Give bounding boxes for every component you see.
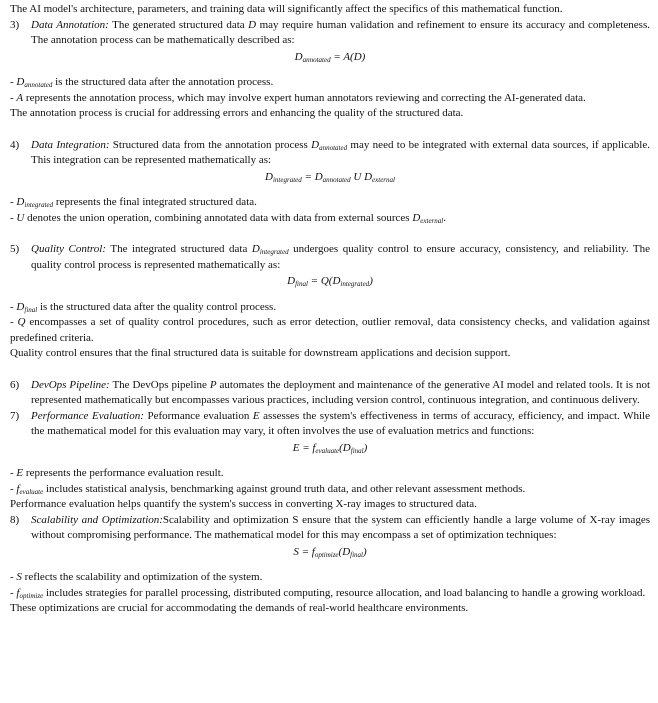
eq-subscript: evaluate <box>315 446 340 455</box>
eq-term: ) <box>363 441 368 454</box>
variable: S <box>16 571 22 583</box>
eq-term: E = f <box>292 441 316 454</box>
bullet-text: reflects the scalability and optimization of the system. <box>21 571 263 583</box>
eq-subscript: optimize <box>314 550 339 559</box>
variable: D <box>412 211 421 224</box>
equation-evaluation <box>10 441 650 457</box>
variable-subscript: annotated <box>24 81 53 89</box>
variable-subscript: integrated <box>259 248 289 256</box>
eq-term: ) <box>369 275 373 287</box>
section-title: Performance Evaluation: <box>31 409 144 422</box>
eq-term: (D <box>338 545 351 558</box>
bullet-item <box>10 570 650 586</box>
equation-optimization <box>10 545 650 561</box>
variable: Q <box>17 316 26 328</box>
eq-subscript: external <box>372 175 395 184</box>
equation-quality <box>10 274 650 290</box>
bullet-item <box>10 300 650 316</box>
section-title: Quality Control: <box>31 243 107 255</box>
bullet-dash: - <box>10 482 17 495</box>
section-data-integration <box>10 138 650 169</box>
variable: E <box>16 467 24 479</box>
variable: D <box>311 138 320 151</box>
eq-term: D <box>265 170 273 183</box>
section-text: Scalability and optimization S ensure that the system can efficiently handle a large volume of X-ray images without compromising performance. The mathematical model for this may encompass a set of optimization techniques: <box>31 513 650 541</box>
bullet-dash: - <box>10 76 17 88</box>
bullet-text: encompasses a set of quality control procedures, such as error detection, outlier removal, data consistency checks, and validation against predefined criteria. <box>10 316 650 344</box>
bullet-text: includes strategies for parallel processing, distributed computing, resource allocation, and load balancing to handle a growing workload. <box>43 586 646 599</box>
bullet-dash: - <box>10 300 17 313</box>
variable: D <box>248 18 257 31</box>
eq-term: D <box>294 50 303 63</box>
section-number: 7) <box>10 409 20 422</box>
bullet-item <box>10 75 650 91</box>
section-text: may require human validation and refinement to ensure its accuracy and completeness. The annotation process can be mathematically described as: <box>31 18 650 46</box>
bullet-item <box>10 466 650 482</box>
bullet-item <box>10 195 650 211</box>
section-devops-pipeline <box>10 378 650 409</box>
eq-subscript: integrated <box>340 280 370 288</box>
variable-subscript: external <box>420 216 444 225</box>
section-text: The integrated structured data <box>106 243 252 255</box>
variable-subscript: evaluate <box>19 487 44 496</box>
variable: U <box>16 211 25 224</box>
variable-subscript: optimize <box>19 591 44 600</box>
bullet-dash: - <box>10 211 17 224</box>
variable: D <box>16 300 25 313</box>
bullet-item <box>10 482 650 498</box>
intro-paragraph: The AI model's architecture, parameters, and training data will significantly affect the specifics of this mathematical function. <box>10 3 563 15</box>
eq-term: U D <box>350 170 373 183</box>
variable-subscript: annotated <box>319 143 348 152</box>
bullet-item <box>10 315 650 346</box>
eq-subscript: final <box>350 550 363 559</box>
variable-subscript: final <box>24 305 38 314</box>
bullet-dash: - <box>10 571 17 583</box>
section-text: undergoes quality control to ensure accuracy, consistency, and reliability. The quality control process is represented mathematically as: <box>31 243 650 271</box>
bullet-item <box>10 586 650 602</box>
equation-annotation <box>10 50 650 66</box>
bullet-dash: - <box>10 91 17 104</box>
bullet-text: represents the annotation process, which may involve expert human annotators reviewing and correcting the AI-generated data. <box>23 91 586 104</box>
eq-subscript: integrated <box>272 175 302 184</box>
bullet-text: is the structured data after the annotation process. <box>52 76 274 88</box>
eq-term: = A(D) <box>330 50 366 63</box>
eq-subscript: annotated <box>322 175 351 184</box>
variable: D <box>251 243 260 255</box>
section-number: 6) <box>10 378 20 391</box>
section-number: 8) <box>10 513 20 526</box>
variable: A <box>16 91 24 104</box>
section-text: The generated structured data <box>108 18 249 31</box>
bullet-text: is the structured data after the quality control process. <box>37 300 277 313</box>
section-title: Data Annotation: <box>31 18 109 31</box>
eq-subscript: annotated <box>302 55 331 64</box>
bullet-text: includes statistical analysis, benchmarking against ground truth data, and other relevant assessment methods. <box>43 482 526 495</box>
closing-paragraph: Performance evaluation helps quantify the system's success in converting X-ray images to structured data. <box>10 498 477 510</box>
eq-subscript: final <box>295 280 308 288</box>
variable: P <box>209 378 217 391</box>
section-performance-evaluation <box>10 409 650 440</box>
section-text: automates the deployment and maintenance of the generative AI model and related tools. It is not represented mathematically but encompasses various practices, including version control, continuous integration, and continuous delivery. <box>31 378 651 406</box>
eq-term: ) <box>363 545 367 558</box>
eq-term: (D <box>339 441 351 454</box>
eq-term: S = f <box>293 545 315 558</box>
bullet-item <box>10 211 650 227</box>
equation-integration <box>10 170 650 186</box>
section-number: 3) <box>10 18 20 31</box>
section-title: Data Integration: <box>31 138 110 151</box>
closing-paragraph: These optimizations are crucial for accommodating the demands of real-world healthcare environments. <box>10 602 469 614</box>
bullet-dash: - <box>10 586 17 599</box>
bullet-text: represents the performance evaluation result. <box>23 467 224 479</box>
section-text: Structured data from the annotation process <box>109 138 312 151</box>
variable: f <box>16 586 20 599</box>
bullet-text: represents the final integrated structured data. <box>53 196 257 208</box>
section-data-annotation <box>10 18 650 49</box>
section-text: Peformance evaluation <box>143 409 253 422</box>
eq-term: = Q(D <box>307 275 341 287</box>
variable: E <box>252 409 260 422</box>
bullet-text: . <box>443 211 446 224</box>
bullet-text: denotes the union operation, combining annotated data with data from external sources <box>24 211 413 224</box>
section-title: Scalability and Optimization: <box>31 513 163 526</box>
bullet-item <box>10 91 650 107</box>
variable-subscript: integrated <box>24 201 54 209</box>
closing-paragraph: The annotation process is crucial for addressing errors and enhancing the quality of the structured data. <box>10 107 464 119</box>
bullet-dash: - <box>10 196 17 208</box>
section-title: DevOps Pipeline: <box>31 378 110 391</box>
section-quality-control <box>10 242 650 273</box>
section-text: may need to be integrated with external data sources, if applicable. This integration can be represented mathematically as: <box>31 138 650 166</box>
section-scalability-optimization <box>10 513 650 544</box>
eq-term: D <box>287 275 296 287</box>
section-text: The DevOps pipeline <box>109 378 210 391</box>
closing-paragraph: Quality control ensures that the final structured data is suitable for downstream applications and decision support. <box>10 347 511 359</box>
bullet-dash: - <box>10 467 17 479</box>
bullet-dash: - <box>10 316 18 328</box>
section-number: 5) <box>10 243 20 255</box>
variable: f <box>16 482 20 495</box>
section-number: 4) <box>10 138 20 151</box>
variable: D <box>16 76 25 88</box>
eq-subscript: final <box>350 446 364 455</box>
eq-term: = D <box>301 170 323 183</box>
section-text: assesses the system's effectiveness in terms of accuracy, efficiency, and impact. While the mathematical model for this evaluation may vary, it often involves the use of evaluation metrics and functions: <box>31 409 650 437</box>
variable: D <box>16 196 25 208</box>
